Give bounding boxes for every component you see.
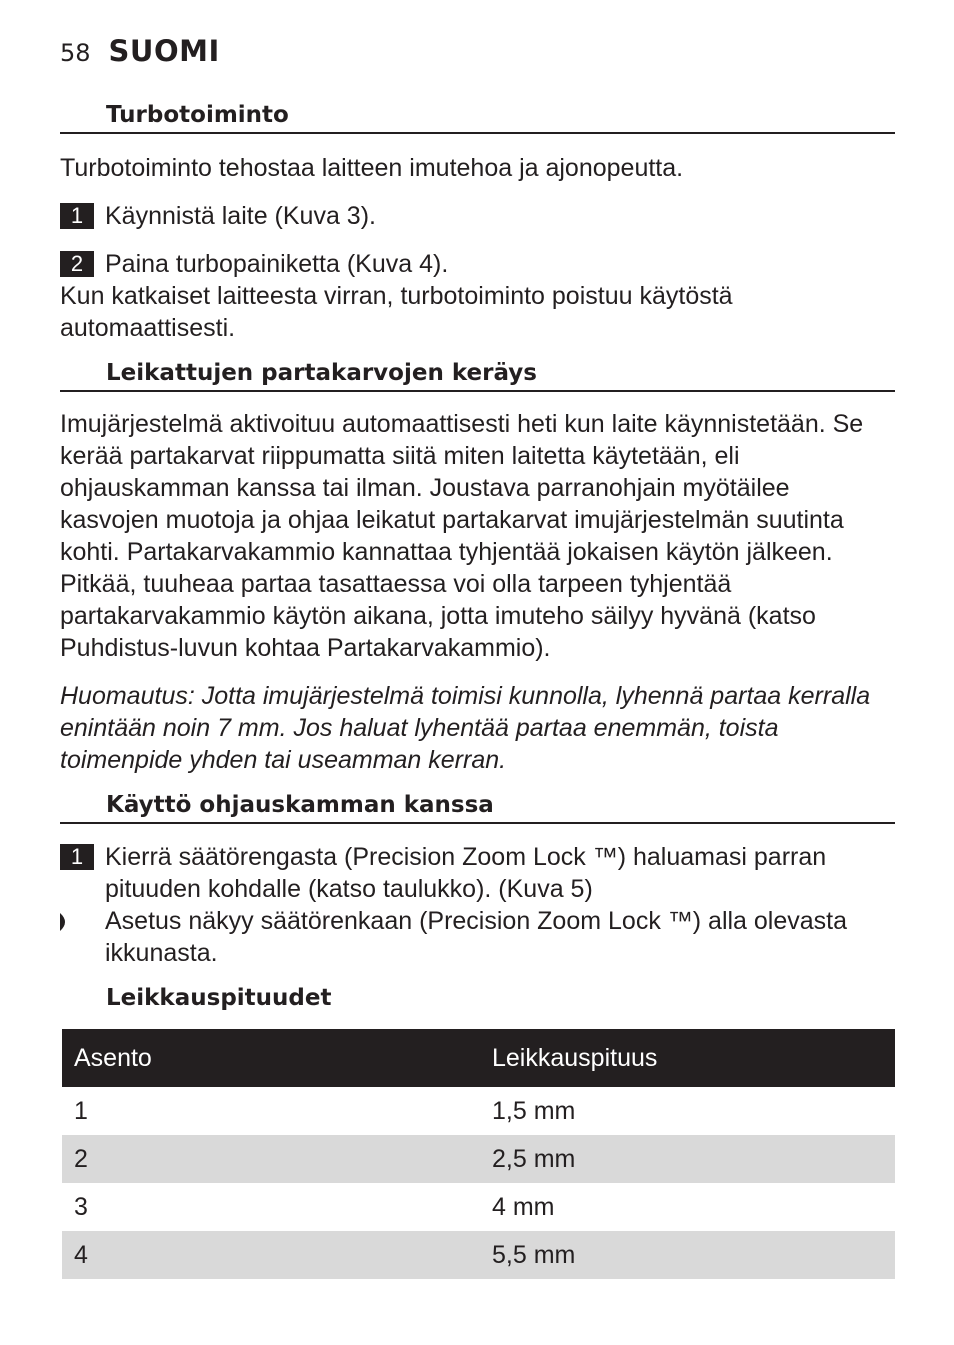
step-text: Käynnistä laite (Kuva 3). — [105, 202, 376, 230]
cell-position: 3 — [74, 1192, 88, 1221]
turbo-after-text: Kun katkaiset laitteesta virran, turbotoiminto poistuu käytöstä automaattisesti. — [60, 282, 733, 342]
result-text: Asetus näkyy säätörenkaan (Precision Zoom Lock ™) alla olevasta ikkunasta. — [105, 907, 848, 967]
turbo-intro: Turbotoiminto tehostaa laitteen imutehoa ja ajonopeutta. — [60, 154, 684, 182]
language-title: SUOMI — [108, 34, 220, 68]
collect-body: Imujärjestelmä aktivoituu automaattisesti heti kun laite käynnistetään. Se kerää partakarvat riippumatta siitä miten laitetta käytetään, eli ohjauskamman kanssa tai ilman. Joustava parranohjain myötäilee kasvojen muotoja ja ohjaa leikatut partakarvat imujärjestelmän suutinta kohti. Partakarvakammio kannattaa tyhjentää jokaisen käytön jälkeen. Pitkää, tuuheaa partaa tasattaessa voi olla tarpeen tyhjentää partakarvakammio käytön aikana, jotta imuteho säilyy hyvänä (katso Puhdistus-luvun kohtaa Partakarvakammio). — [60, 410, 864, 662]
cell-length: 5,5 mm — [492, 1240, 576, 1269]
turbo-step-2 — [60, 248, 895, 280]
cell-length: 4 mm — [492, 1192, 555, 1221]
step-number-badge: 2 — [60, 251, 94, 277]
page-header — [60, 34, 220, 68]
header-cell-length: Leikkauspituus — [492, 1043, 658, 1072]
header-cell-position: Asento — [74, 1043, 152, 1072]
cell-position: 4 — [74, 1240, 88, 1269]
cutting-length-table — [62, 1029, 895, 1279]
comb-step-1 — [60, 841, 895, 905]
table-header-row — [62, 1029, 895, 1087]
cell-position: 2 — [74, 1144, 88, 1173]
section-title-comb: Käyttö ohjauskamman kanssa — [60, 792, 895, 824]
step-number-badge: 1 — [60, 203, 94, 229]
cell-length: 2,5 mm — [492, 1144, 576, 1173]
collect-note: Huomautus: Jotta imujärjestelmä toimisi kunnolla, lyhennä partaa kerralla enintään noin 7 mm. Jos haluat lyhentää partaa enemmän, toista toimenpide yhden tai useamman kerran. — [60, 682, 871, 774]
comb-result — [60, 905, 895, 969]
table-row — [62, 1087, 895, 1135]
table-title: Leikkauspituudet — [106, 985, 332, 1011]
page-number: 58 — [60, 39, 91, 67]
step-text: Kierrä säätörengasta (Precision Zoom Lock ™) haluamasi parran pituuden kohdalle (katso taulukko). (Kuva 5) — [105, 843, 827, 903]
cell-position: 1 — [74, 1096, 88, 1125]
result-bullet-icon — [60, 913, 70, 931]
table-row — [62, 1135, 895, 1183]
turbo-step-1 — [60, 200, 895, 232]
step-text: Paina turbopainiketta (Kuva 4). — [105, 250, 449, 278]
cell-length: 1,5 mm — [492, 1096, 576, 1125]
section-title-collect: Leikattujen partakarvojen keräys — [60, 360, 895, 392]
section-title-turbo: Turbotoiminto — [60, 102, 895, 134]
step-number-badge: 1 — [60, 844, 94, 870]
table-row — [62, 1183, 895, 1231]
table-row — [62, 1231, 895, 1279]
